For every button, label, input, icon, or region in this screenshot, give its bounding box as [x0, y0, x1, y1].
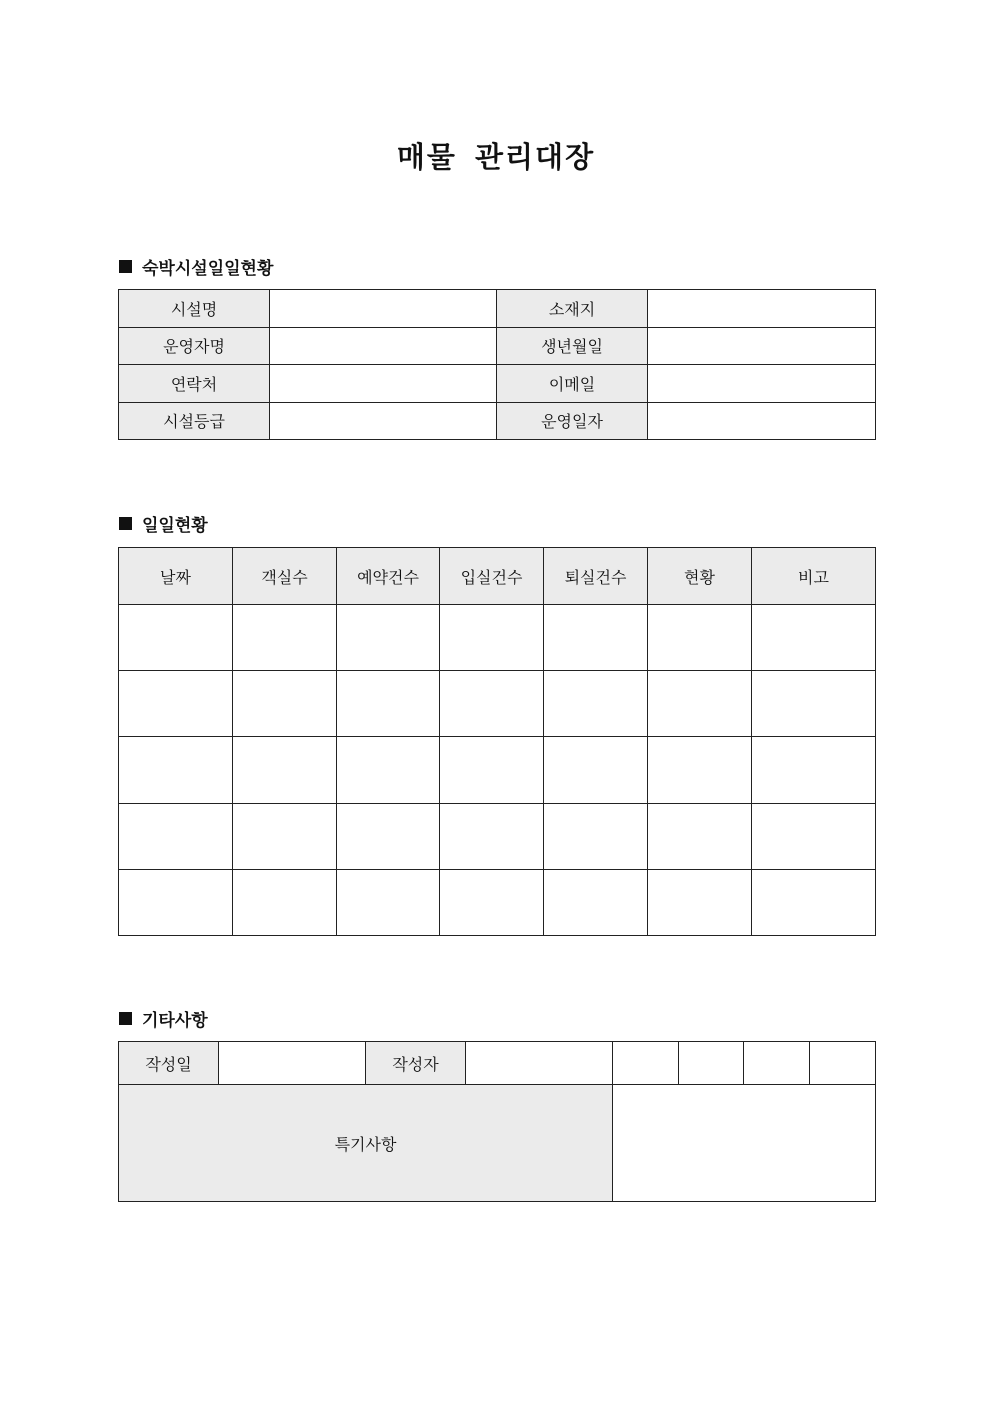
table-cell[interactable]: [544, 605, 648, 671]
table-cell[interactable]: [119, 869, 233, 935]
facility-grade-label: 시설등급: [119, 402, 270, 440]
table-cell[interactable]: [752, 605, 876, 671]
table-cell[interactable]: [648, 803, 752, 869]
table-cell[interactable]: [233, 671, 337, 737]
operator-name-field[interactable]: [270, 327, 497, 365]
written-date-label: 작성일: [119, 1042, 219, 1085]
table-cell[interactable]: [544, 737, 648, 803]
email-field[interactable]: [648, 365, 876, 403]
square-bullet-icon: [119, 1012, 132, 1025]
page-title: 매물 관리대장: [396, 140, 596, 174]
table-cell[interactable]: [544, 869, 648, 935]
table-cell[interactable]: [337, 605, 440, 671]
table-cell[interactable]: [337, 803, 440, 869]
table-cell[interactable]: [648, 737, 752, 803]
table-cell[interactable]: [648, 605, 752, 671]
table-row: [119, 803, 876, 869]
operation-date-field[interactable]: [648, 402, 876, 440]
table-cell[interactable]: [440, 605, 544, 671]
table-cell[interactable]: [752, 671, 876, 737]
section-heading-other: [119, 1006, 208, 1031]
table-cell[interactable]: [648, 869, 752, 935]
facility-info-table: [118, 289, 876, 440]
other-notes-table: [118, 1041, 876, 1202]
sign-box[interactable]: [679, 1042, 744, 1085]
section-heading-label: 기타사항: [142, 1011, 208, 1031]
table-cell[interactable]: [752, 869, 876, 935]
section-heading-label: 숙박시설일일현황: [142, 259, 274, 279]
contact-field[interactable]: [270, 365, 497, 403]
column-header-checkins: 입실건수: [440, 548, 544, 605]
contact-label: 연락처: [119, 365, 270, 403]
table-cell[interactable]: [119, 671, 233, 737]
table-cell[interactable]: [440, 869, 544, 935]
operation-date-label: 운영일자: [497, 402, 648, 440]
table-cell[interactable]: [233, 869, 337, 935]
location-label: 소재지: [497, 290, 648, 328]
column-header-date: 날짜: [119, 548, 233, 605]
table-row: [119, 365, 876, 403]
birthdate-field[interactable]: [648, 327, 876, 365]
column-header-rooms: 객실수: [233, 548, 337, 605]
table-cell[interactable]: [337, 671, 440, 737]
author-field[interactable]: [466, 1042, 613, 1085]
facility-grade-field[interactable]: [270, 402, 497, 440]
section-heading-facility: [119, 254, 273, 279]
table-row: [119, 869, 876, 935]
remarks-label: 특기사항: [119, 1085, 613, 1202]
sign-box[interactable]: [613, 1042, 679, 1085]
table-cell[interactable]: [337, 869, 440, 935]
birthdate-label: 생년월일: [497, 327, 648, 365]
sign-box[interactable]: [744, 1042, 810, 1085]
table-row: [119, 1085, 876, 1202]
table-cell[interactable]: [544, 803, 648, 869]
facility-name-label: 시설명: [119, 290, 270, 328]
email-label: 이메일: [497, 365, 648, 403]
square-bullet-icon: [119, 517, 132, 530]
table-row: [119, 1042, 876, 1085]
section-heading-label: 일일현황: [142, 516, 208, 536]
table-header-row: [119, 548, 876, 605]
table-row: [119, 402, 876, 440]
table-cell[interactable]: [119, 803, 233, 869]
column-header-status: 현황: [648, 548, 752, 605]
table-row: [119, 290, 876, 328]
remarks-field[interactable]: [613, 1085, 876, 1202]
square-bullet-icon: [119, 260, 132, 273]
table-cell[interactable]: [648, 671, 752, 737]
table-cell[interactable]: [233, 605, 337, 671]
facility-name-field[interactable]: [270, 290, 497, 328]
table-cell[interactable]: [440, 737, 544, 803]
operator-name-label: 운영자명: [119, 327, 270, 365]
location-field[interactable]: [648, 290, 876, 328]
table-cell[interactable]: [119, 737, 233, 803]
table-row: [119, 737, 876, 803]
table-cell[interactable]: [337, 737, 440, 803]
author-label: 작성자: [366, 1042, 466, 1085]
table-cell[interactable]: [440, 671, 544, 737]
table-cell[interactable]: [544, 671, 648, 737]
table-cell[interactable]: [440, 803, 544, 869]
table-cell[interactable]: [752, 737, 876, 803]
daily-status-table: [118, 547, 876, 936]
table-row: [119, 605, 876, 671]
table-cell[interactable]: [233, 803, 337, 869]
table-row: [119, 327, 876, 365]
table-row: [119, 671, 876, 737]
column-header-remarks: 비고: [752, 548, 876, 605]
table-cell[interactable]: [752, 803, 876, 869]
table-cell[interactable]: [233, 737, 337, 803]
written-date-field[interactable]: [219, 1042, 366, 1085]
column-header-checkouts: 퇴실건수: [544, 548, 648, 605]
table-cell[interactable]: [119, 605, 233, 671]
column-header-reservations: 예약건수: [337, 548, 440, 605]
sign-box[interactable]: [810, 1042, 876, 1085]
section-heading-daily: [119, 511, 208, 536]
